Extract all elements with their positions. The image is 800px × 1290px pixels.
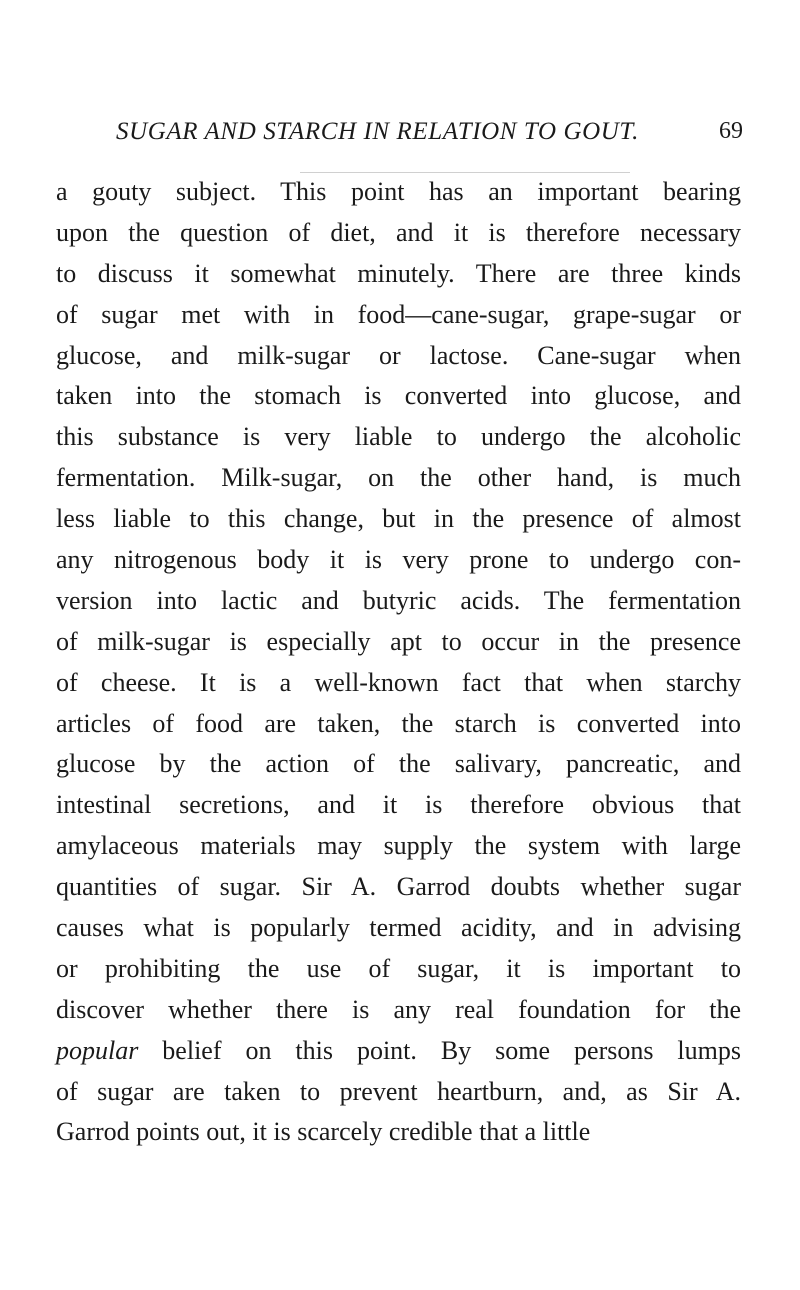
text-line: of sugar met with in food—cane-sugar, grape-sugar or <box>56 299 741 329</box>
text-line: intestinal secretions, and it is therefore obvious that <box>56 790 741 820</box>
running-title: SUGAR AND STARCH IN RELATION TO GOUT. <box>116 118 639 145</box>
text-line: or prohibiting the use of sugar, it is important to <box>56 953 741 983</box>
body-text <box>56 172 741 1153</box>
text-line: quantities of sugar. Sir A. Garrod doubts whether sugar <box>56 872 741 902</box>
text-line: Garrod points out, it is scarcely credible that a little <box>56 1117 591 1147</box>
text-line: articles of food are taken, the starch is converted into <box>56 708 741 738</box>
text-line: a gouty subject. This point has an important bearing <box>56 177 741 206</box>
page-number: 69 <box>719 118 743 144</box>
text-line: upon the question of diet, and it is therefore necessary <box>56 217 741 247</box>
text-line: glucose, and milk-sugar or lactose. Cane-sugar when <box>56 340 741 370</box>
text-line-remainder: belief on this point. By some persons lumps <box>138 1035 741 1065</box>
text-line: taken into the stomach is converted into glucose, and <box>56 381 741 411</box>
text-line: fermentation. Milk-sugar, on the other hand, is much <box>56 463 741 493</box>
text-line: of cheese. It is a well-known fact that when starchy <box>56 667 741 697</box>
text-line: of milk-sugar is especially apt to occur in the presence <box>56 626 741 656</box>
italic-word: popular <box>56 1035 139 1065</box>
text-line: this substance is very liable to undergo the alcoholic <box>56 422 741 452</box>
text-line: any nitrogenous body it is very prone to undergo con- <box>56 545 741 575</box>
text-line: discover whether there is any real foundation for the <box>56 994 741 1024</box>
text-line: of sugar are taken to prevent heartburn, and, as Sir A. <box>56 1076 741 1106</box>
text-line: version into lactic and butyric acids. The fermentation <box>56 585 741 615</box>
text-line: glucose by the action of the salivary, pancreatic, and <box>56 749 741 779</box>
text-line-with-italic <box>56 1031 741 1072</box>
text-line: to discuss it somewhat minutely. There are three kinds <box>56 258 741 288</box>
text-line: amylaceous materials may supply the system with large <box>56 831 741 861</box>
text-line: causes what is popularly termed acidity, and in advising <box>56 913 741 943</box>
running-head <box>116 118 743 158</box>
text-line: less liable to this change, but in the presence of almost <box>56 504 741 534</box>
